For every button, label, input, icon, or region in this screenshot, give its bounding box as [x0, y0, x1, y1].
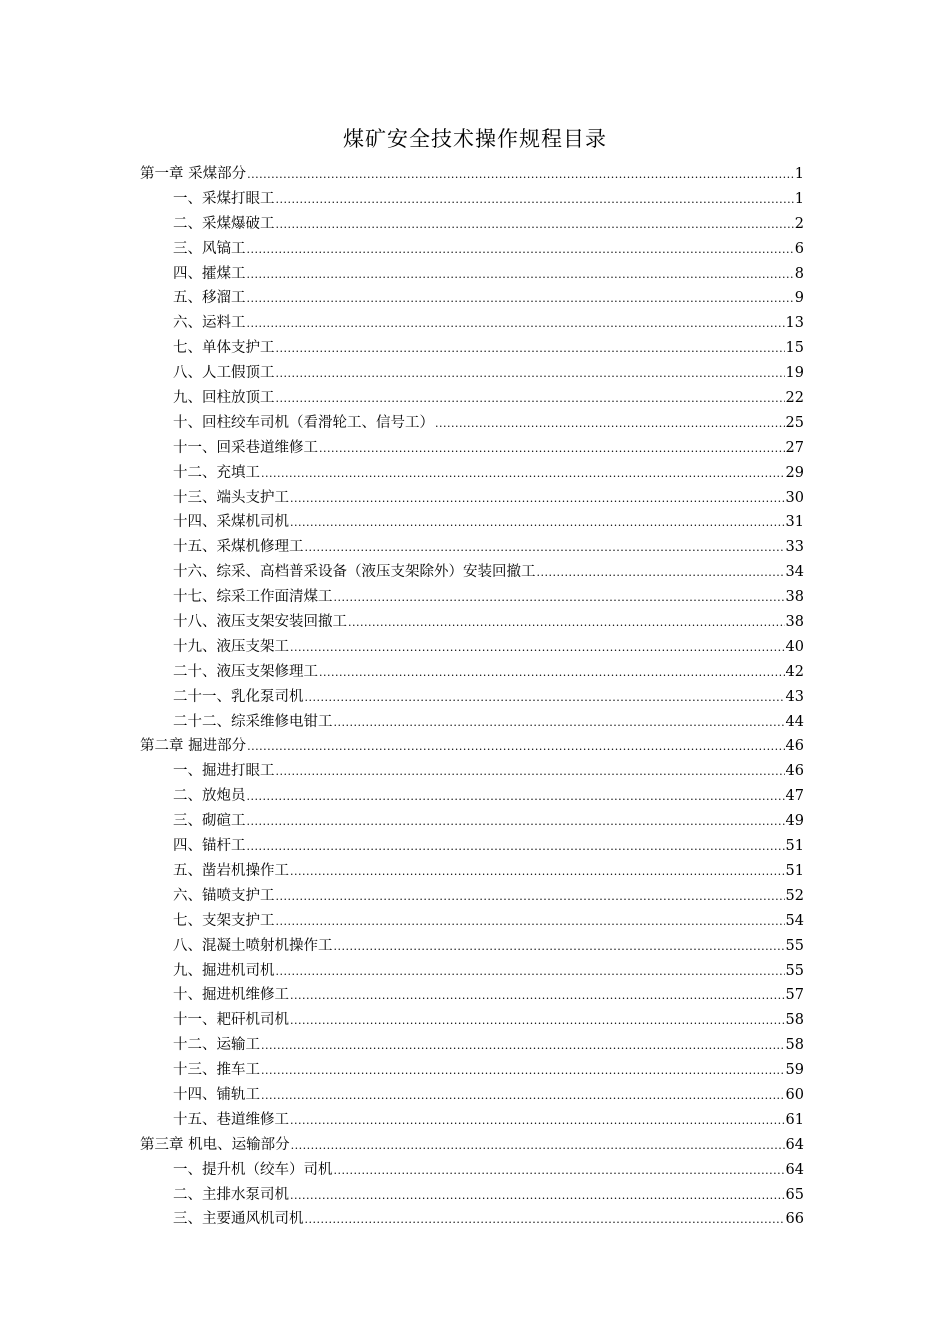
toc-page-number: 58	[785, 1037, 804, 1054]
toc-section[interactable]	[140, 585, 804, 610]
toc-entry-title: 一、采煤打眼工	[173, 190, 275, 207]
toc-section[interactable]	[140, 884, 804, 909]
dot-leader	[247, 263, 794, 287]
toc-page-number: 19	[785, 365, 804, 382]
toc-entry-title: 十一、回采巷道维修工	[173, 439, 318, 456]
toc-entry-title: 十七、综采工作面清煤工	[173, 589, 333, 606]
toc-section[interactable]	[140, 635, 804, 660]
toc-section[interactable]	[140, 1108, 804, 1133]
toc-entry-title: 二十二、综采维修电钳工	[173, 713, 333, 730]
dot-leader	[276, 188, 794, 212]
toc-chapter[interactable]	[140, 162, 804, 187]
toc-section[interactable]	[140, 361, 804, 386]
toc-entry-title: 二、采煤爆破工	[173, 215, 275, 232]
dot-leader	[290, 984, 785, 1008]
toc-entry-title: 七、单体支护工	[173, 340, 275, 357]
dot-leader	[290, 511, 785, 535]
toc-entry-title: 二十一、乳化泵司机	[173, 688, 304, 705]
toc-page-number: 51	[785, 838, 804, 855]
toc-section[interactable]	[140, 959, 804, 984]
toc-section[interactable]	[140, 934, 804, 959]
toc-section[interactable]	[140, 311, 804, 336]
toc-entry-title: 十六、综采、高档普采设备（液压支架除外）安装回撤工	[173, 564, 536, 581]
toc-entry-title: 十五、采煤机修理工	[173, 539, 304, 556]
dot-leader	[247, 238, 794, 262]
toc-entry-title: 三、风镐工	[173, 240, 246, 257]
toc-section[interactable]	[140, 436, 804, 461]
dot-leader	[290, 636, 785, 660]
dot-leader	[319, 437, 785, 461]
toc-page-number: 61	[785, 1111, 804, 1128]
toc-section[interactable]	[140, 909, 804, 934]
toc-page-number: 31	[785, 514, 804, 531]
dot-leader	[276, 362, 785, 386]
dot-leader	[261, 1059, 785, 1083]
toc-page-number: 58	[785, 1012, 804, 1029]
toc-section[interactable]	[140, 1158, 804, 1183]
toc-entry-title: 第三章 机电、运输部分	[140, 1136, 290, 1153]
toc-section[interactable]	[140, 386, 804, 411]
toc-section[interactable]	[140, 983, 804, 1008]
toc-chapter[interactable]	[140, 734, 804, 759]
toc-page-number: 29	[785, 464, 804, 481]
toc-entry-title: 八、人工假顶工	[173, 365, 275, 382]
dot-leader	[276, 760, 785, 784]
toc-page-number: 64	[785, 1161, 804, 1178]
toc-page-number: 54	[785, 912, 804, 929]
toc-page-number: 6	[794, 240, 804, 257]
toc-section[interactable]	[140, 660, 804, 685]
toc-page-number: 46	[785, 738, 804, 755]
toc-page-number: 8	[794, 265, 804, 282]
toc-page-number: 2	[794, 215, 804, 232]
dot-leader	[334, 1159, 785, 1183]
toc-page-number: 47	[785, 788, 804, 805]
toc-page-number: 60	[785, 1086, 804, 1103]
toc-entry-title: 四、锚杆工	[173, 838, 246, 855]
toc-section[interactable]	[140, 262, 804, 287]
toc-entry-title: 四、攉煤工	[173, 265, 246, 282]
toc-section[interactable]	[140, 286, 804, 311]
dot-leader	[261, 462, 785, 486]
toc-section[interactable]	[140, 187, 804, 212]
toc-page-number: 34	[785, 564, 804, 581]
dot-leader	[276, 337, 785, 361]
toc-entry-title: 二、主排水泵司机	[173, 1186, 289, 1203]
toc-section[interactable]	[140, 685, 804, 710]
toc-chapter[interactable]	[140, 1133, 804, 1158]
toc-section[interactable]	[140, 510, 804, 535]
toc-section[interactable]	[140, 610, 804, 635]
dot-leader	[319, 661, 785, 685]
dot-leader	[290, 1009, 785, 1033]
dot-leader	[247, 835, 785, 859]
toc-page-number: 33	[785, 539, 804, 556]
dot-leader	[276, 960, 785, 984]
toc-entry-title: 十、掘进机维修工	[173, 987, 289, 1004]
dot-leader	[348, 611, 785, 635]
toc-entry-title: 十一、耙矸机司机	[173, 1012, 289, 1029]
toc-page-number: 49	[785, 813, 804, 830]
toc-page-number: 57	[785, 987, 804, 1004]
dot-leader	[247, 163, 794, 187]
toc-section[interactable]	[140, 1033, 804, 1058]
toc-entry-title: 十三、端头支护工	[173, 489, 289, 506]
dot-leader	[334, 935, 785, 959]
toc-entry-title: 五、移溜工	[173, 290, 246, 307]
toc-entry-title: 十二、运输工	[173, 1037, 260, 1054]
dot-leader	[291, 1134, 785, 1158]
dot-leader	[435, 412, 785, 436]
toc-page-number: 52	[785, 887, 804, 904]
toc-page-number: 9	[794, 290, 804, 307]
toc-page-number: 1	[794, 166, 804, 182]
document-title: 煤矿安全技术操作规程目录	[343, 127, 607, 151]
toc-section[interactable]	[140, 560, 804, 585]
toc-page-number: 44	[785, 713, 804, 730]
dot-leader	[247, 287, 794, 311]
toc-section[interactable]	[140, 1183, 804, 1208]
toc-entry-title: 九、回柱放顶工	[173, 390, 275, 407]
toc-section[interactable]	[140, 809, 804, 834]
toc-entry-title: 十、回柱绞车司机（看滑轮工、信号工）	[173, 414, 434, 431]
dot-leader	[290, 1184, 785, 1208]
dot-leader	[334, 711, 785, 735]
dot-leader	[290, 1109, 785, 1133]
toc-section[interactable]	[140, 336, 804, 361]
dot-leader	[276, 910, 785, 934]
toc-entry-title: 十三、推车工	[173, 1062, 260, 1079]
toc-entry-title: 三、砌碹工	[173, 813, 246, 830]
toc-entry-title: 一、提升机（绞车）司机	[173, 1161, 333, 1178]
toc-page-number: 55	[785, 962, 804, 979]
toc-section[interactable]	[140, 212, 804, 237]
toc-section[interactable]	[140, 1083, 804, 1108]
toc-section[interactable]	[140, 1008, 804, 1033]
table-of-contents	[140, 162, 804, 1232]
toc-entry-title: 第一章 采煤部分	[140, 166, 247, 182]
toc-entry-title: 第二章 掘进部分	[140, 738, 247, 755]
toc-page-number: 64	[785, 1136, 804, 1153]
dot-leader	[247, 785, 785, 809]
toc-page-number: 38	[785, 614, 804, 631]
toc-entry-title: 十五、巷道维修工	[173, 1111, 289, 1128]
toc-entry-title: 十四、铺轨工	[173, 1086, 260, 1103]
dot-leader	[537, 561, 785, 585]
toc-page-number: 22	[785, 390, 804, 407]
toc-section[interactable]	[140, 1058, 804, 1083]
dot-leader	[305, 536, 785, 560]
toc-page-number: 27	[785, 439, 804, 456]
toc-page-number: 25	[785, 414, 804, 431]
toc-entry-title: 十二、充填工	[173, 464, 260, 481]
dot-leader	[305, 1208, 785, 1232]
toc-section[interactable]	[140, 784, 804, 809]
toc-page-number: 38	[785, 589, 804, 606]
toc-page-number: 65	[785, 1186, 804, 1203]
toc-section[interactable]	[140, 535, 804, 560]
dot-leader	[247, 810, 785, 834]
toc-page-number: 42	[785, 663, 804, 680]
toc-entry-title: 五、凿岩机操作工	[173, 862, 289, 879]
toc-entry-title: 八、混凝土喷射机操作工	[173, 937, 333, 954]
toc-entry-title: 二十、液压支架修理工	[173, 663, 318, 680]
toc-page-number: 40	[785, 638, 804, 655]
toc-entry-title: 六、锚喷支护工	[173, 887, 275, 904]
dot-leader	[261, 1084, 785, 1108]
dot-leader	[247, 312, 785, 336]
toc-entry-title: 十八、液压支架安装回撤工	[173, 614, 347, 631]
toc-section[interactable]	[140, 486, 804, 511]
dot-leader	[261, 1034, 785, 1058]
dot-leader	[276, 387, 785, 411]
dot-leader	[334, 586, 785, 610]
toc-section[interactable]	[140, 834, 804, 859]
dot-leader	[276, 885, 785, 909]
toc-page-number: 1	[794, 190, 804, 207]
toc-page-number: 55	[785, 937, 804, 954]
toc-entry-title: 二、放炮员	[173, 788, 246, 805]
toc-entry-title: 一、掘进打眼工	[173, 763, 275, 780]
toc-page-number: 51	[785, 862, 804, 879]
toc-section[interactable]	[140, 759, 804, 784]
toc-page-number: 13	[785, 315, 804, 332]
toc-section[interactable]	[140, 411, 804, 436]
toc-entry-title: 七、支架支护工	[173, 912, 275, 929]
dot-leader	[247, 735, 784, 759]
dot-leader	[290, 860, 785, 884]
toc-page-number: 43	[785, 688, 804, 705]
dot-leader	[290, 487, 785, 511]
toc-page-number: 46	[785, 763, 804, 780]
toc-section[interactable]	[140, 461, 804, 486]
toc-page-number: 30	[785, 489, 804, 506]
toc-page-number: 59	[785, 1062, 804, 1079]
dot-leader	[276, 213, 794, 237]
toc-section[interactable]	[140, 710, 804, 735]
dot-leader	[305, 686, 785, 710]
toc-page-number: 66	[785, 1211, 804, 1228]
toc-entry-title: 十四、采煤机司机	[173, 514, 289, 531]
toc-page-number: 15	[785, 340, 804, 357]
toc-entry-title: 三、主要通风机司机	[173, 1211, 304, 1228]
toc-entry-title: 六、运料工	[173, 315, 246, 332]
toc-entry-title: 十九、液压支架工	[173, 638, 289, 655]
toc-entry-title: 九、掘进机司机	[173, 962, 275, 979]
toc-section[interactable]	[140, 237, 804, 262]
toc-section[interactable]	[140, 1207, 804, 1232]
toc-section[interactable]	[140, 859, 804, 884]
